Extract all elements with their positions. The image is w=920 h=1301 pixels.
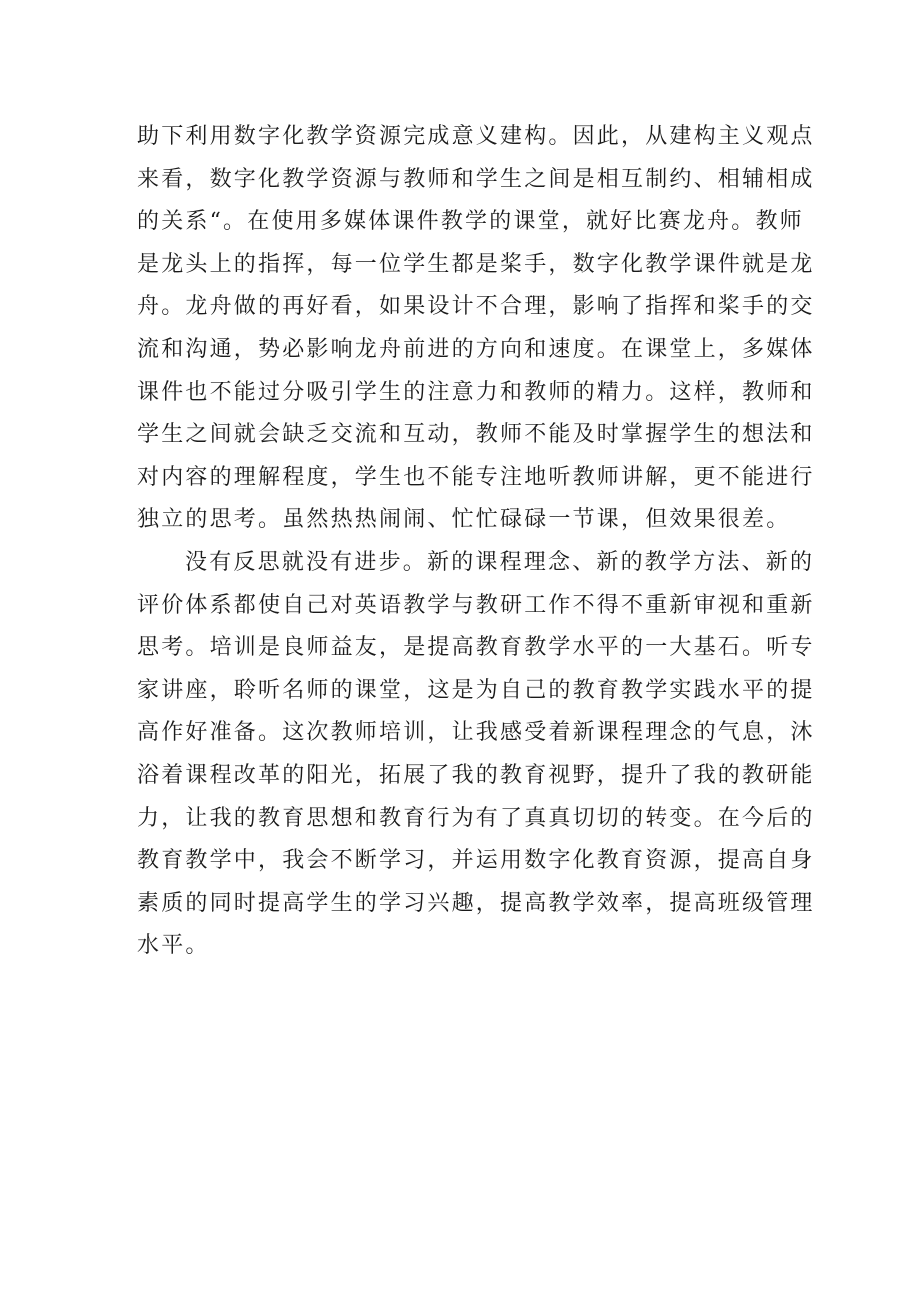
text-line: 浴着课程改革的阳光，拓展了我的教育视野，提升了我的教研能 <box>137 762 815 788</box>
text-line: 来看，数字化教学资源与教师和学生之间是相互制约、相辅相成 <box>137 166 815 192</box>
text-line: 家讲座，聆听名师的课堂，这是为自己的教育教学实践水平的提 <box>137 677 815 703</box>
text-line: 水平。 <box>137 933 210 959</box>
text-line: 教育教学中，我会不断学习，并运用数字化教育资源，提高自身 <box>137 848 815 874</box>
text-line: 助下利用数字化教学资源完成意义建构。因此，从建构主义观点 <box>137 124 815 149</box>
body-text <box>137 116 815 968</box>
text-line: 课件也不能过分吸引学生的注意力和教师的精力。这样，教师和 <box>137 379 815 405</box>
text-line: 的关系“。在使用多媒体课件教学的课堂，就好比赛龙舟。教师 <box>137 209 804 235</box>
text-line: 评价体系都使自己对英语教学与教研工作不得不重新审视和重新 <box>137 592 815 618</box>
text-line: 是龙头上的指挥，每一位学生都是桨手，数字化教学课件就是龙 <box>137 251 815 277</box>
paragraph-1 <box>137 116 815 542</box>
text-line: 力，让我的教育思想和教育行为有了真真切切的转变。在今后的 <box>137 805 815 831</box>
text-line: 独立的思考。虽然热热闹闹、忙忙碌碌一节课，但效果很差。 <box>137 507 791 533</box>
text-line: 舟。龙舟做的再好看，如果设计不合理，影响了指挥和桨手的交 <box>137 294 815 320</box>
text-line: 对内容的理解程度，学生也不能专注地听教师讲解，更不能进行 <box>137 464 815 490</box>
text-line: 流和沟通，势必影响龙舟前进的方向和速度。在课堂上，多媒体 <box>137 336 815 362</box>
text-line: 思考。培训是良师益友，是提高教育教学水平的一大基石。听专 <box>137 635 815 661</box>
text-line: 素质的同时提高学生的学习兴趣，提高教学效率，提高班级管理 <box>137 890 815 916</box>
text-line: 没有反思就没有进步。新的课程理念、新的教学方法、新的 <box>185 549 815 575</box>
text-line: 学生之间就会缺乏交流和互动，教师不能及时掌握学生的想法和 <box>137 422 815 448</box>
text-line: 高作好准备。这次教师培训，让我感受着新课程理念的气息，沐 <box>137 720 815 746</box>
paragraph-2 <box>137 542 815 968</box>
